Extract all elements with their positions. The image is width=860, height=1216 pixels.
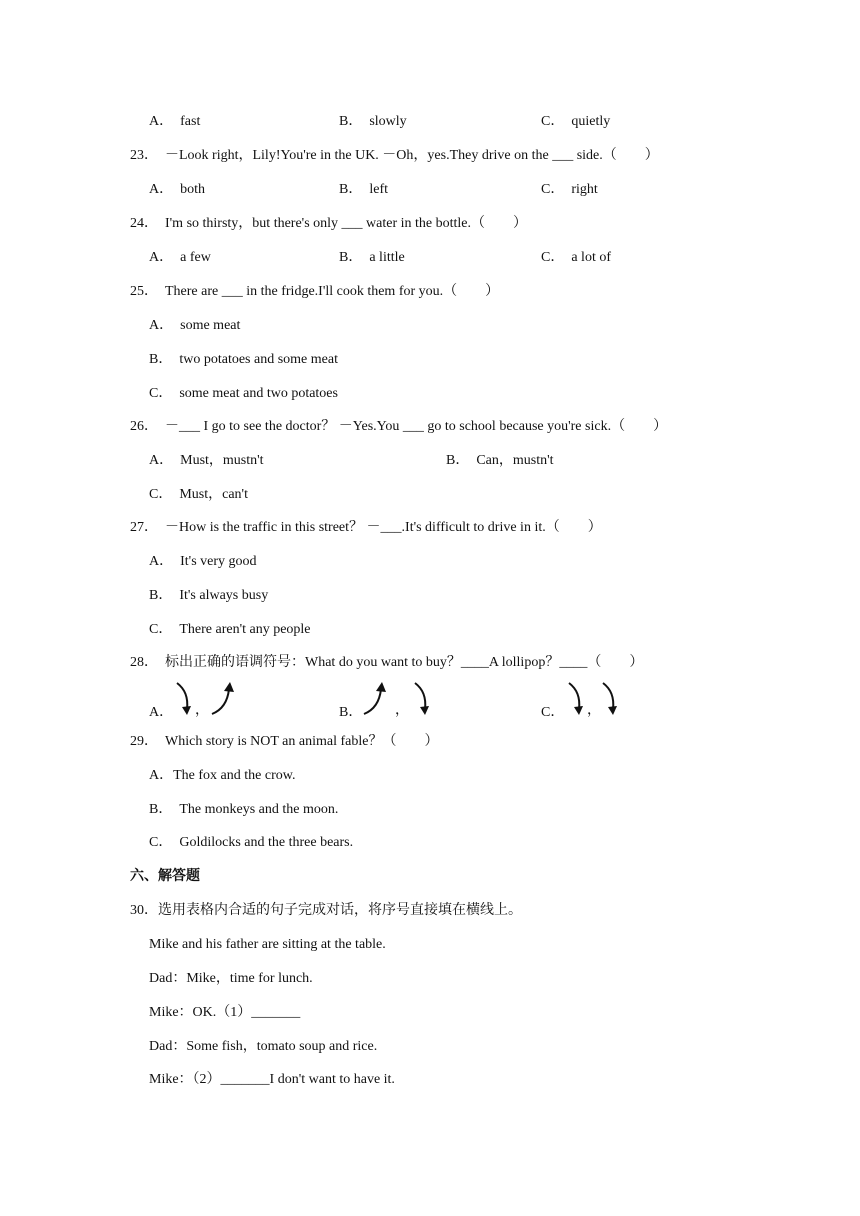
option-separator: ，: [395, 703, 409, 718]
option-separator: ，: [587, 703, 601, 718]
option-text: both: [180, 182, 206, 197]
question-number: 27．: [130, 520, 158, 535]
option-letter: A．: [149, 250, 174, 265]
question-stem: 选用表格内合适的句子完成对话，将序号直接填在横线上。: [158, 903, 522, 918]
question-23: [130, 147, 659, 165]
option-text: There aren't any people: [179, 622, 311, 637]
option-a[interactable]: [149, 553, 257, 571]
option-a[interactable]: [149, 181, 205, 199]
option-text: two potatoes and some meat: [179, 352, 338, 367]
dialogue-line: Mike and his father are sitting at the table.: [149, 937, 386, 952]
section-heading: 六、解答题: [130, 868, 200, 884]
question-number: 29．: [130, 734, 158, 749]
option-letter: A．: [149, 768, 174, 783]
option-letter: B．: [339, 114, 363, 129]
option-text: a few: [180, 250, 211, 265]
option-letter: C．: [541, 182, 565, 197]
option-letter: A．: [149, 705, 174, 720]
option-b[interactable]: [149, 587, 268, 605]
option-text: a little: [369, 250, 405, 265]
option-text: The monkeys and the moon.: [179, 802, 339, 817]
option-letter: C．: [149, 835, 173, 850]
option-text: It's always busy: [179, 588, 269, 603]
option-letter: B．: [339, 182, 363, 197]
option-letter: B．: [339, 705, 363, 720]
option-text: Can，mustn't: [476, 453, 554, 468]
question-27: [130, 519, 602, 537]
question-stem: －___ I go to see the doctor？ －Yes.You ___ go to school because you're sick.（ ）: [165, 419, 668, 434]
question-stem: －How is the traffic in this street？ －___.It's difficult to drive in it.（ ）: [165, 520, 602, 535]
option-letter: C．: [541, 705, 565, 720]
option-letter: C．: [541, 114, 565, 129]
option-separator: ，: [195, 703, 209, 718]
option-text: It's very good: [180, 554, 257, 569]
option-letter: A．: [149, 453, 174, 468]
option-text: fast: [180, 114, 201, 129]
option-a[interactable]: [149, 249, 211, 267]
option-c[interactable]: [541, 181, 598, 199]
option-c[interactable]: [149, 385, 338, 403]
option-letter: B．: [149, 802, 173, 817]
question-number: 30．: [130, 903, 158, 918]
question-number: 28．: [130, 655, 158, 670]
option-b[interactable]: [339, 249, 405, 267]
falling-arrow-icon: [599, 680, 625, 716]
question-stem: I'm so thirsty，but there's only ___ water in the bottle.（ ）: [165, 216, 527, 231]
option-c[interactable]: [149, 486, 248, 504]
question-28: [130, 654, 643, 672]
option-letter: A．: [149, 318, 174, 333]
question-24: [130, 215, 527, 233]
option-text: left: [369, 182, 388, 197]
option-text: slowly: [369, 114, 407, 129]
falling-arrow-icon: [411, 680, 437, 716]
option-b[interactable]: [149, 351, 338, 369]
question-number: 23．: [130, 148, 158, 163]
option-letter: A．: [149, 554, 174, 569]
question-29: [130, 733, 438, 751]
option-letter: A．: [149, 114, 174, 129]
option-letter: C．: [149, 386, 173, 401]
question-stem: Which story is NOT an animal fable？（ ）: [165, 734, 439, 749]
dialogue-line: Mike：（2）_______I don't want to have it.: [149, 1072, 395, 1087]
option-text: The fox and the crow.: [173, 768, 296, 783]
rising-arrow-icon: [209, 680, 237, 716]
option-c[interactable]: [541, 113, 610, 131]
option-letter: C．: [149, 622, 173, 637]
question-stem: －Look right，Lily!You're in the UK. －Oh，yes.They drive on the ___ side.（ ）: [165, 148, 659, 163]
option-text: Goldilocks and the three bears.: [179, 835, 354, 850]
question-number: 25．: [130, 284, 158, 299]
question-stem: 标出正确的语调符号：What do you want to buy？____A lollipop？____（ ）: [165, 655, 644, 670]
option-b[interactable]: [149, 801, 338, 819]
option-text: Must，mustn't: [180, 453, 264, 468]
option-text: right: [571, 182, 598, 197]
option-b[interactable]: [339, 181, 388, 199]
dialogue-line: Dad：Some fish，tomato soup and rice.: [149, 1039, 378, 1054]
question-26: [130, 418, 667, 436]
question-stem: There are ___ in the fridge.I'll cook them for you.（ ）: [165, 284, 500, 299]
option-text: some meat and two potatoes: [179, 386, 338, 401]
question-number: 26．: [130, 419, 158, 434]
dialogue-line: Mike：OK.（1）_______: [149, 1005, 301, 1020]
option-text: quietly: [571, 114, 611, 129]
option-letter: C．: [149, 487, 173, 502]
option-letter: B．: [149, 588, 173, 603]
question-30: [130, 902, 522, 920]
option-b[interactable]: [339, 113, 407, 131]
question-number: 24．: [130, 216, 158, 231]
option-letter: B．: [446, 453, 470, 468]
option-a[interactable]: [149, 113, 200, 131]
option-letter: B．: [149, 352, 173, 367]
option-letter: A．: [149, 182, 174, 197]
question-25: [130, 283, 499, 301]
dialogue-line: Dad：Mike，time for lunch.: [149, 971, 313, 986]
option-a[interactable]: [149, 452, 264, 470]
option-c[interactable]: [541, 249, 611, 267]
option-text: a lot of: [571, 250, 611, 265]
option-a[interactable]: [149, 317, 240, 335]
option-letter: B．: [339, 250, 363, 265]
option-a[interactable]: [149, 767, 295, 785]
option-letter: C．: [541, 250, 565, 265]
option-b[interactable]: [446, 452, 554, 470]
option-c[interactable]: [149, 621, 311, 639]
option-text: some meat: [180, 318, 241, 333]
rising-arrow-icon: [361, 680, 389, 716]
option-text: Must，can't: [179, 487, 248, 502]
option-c[interactable]: [149, 834, 353, 852]
